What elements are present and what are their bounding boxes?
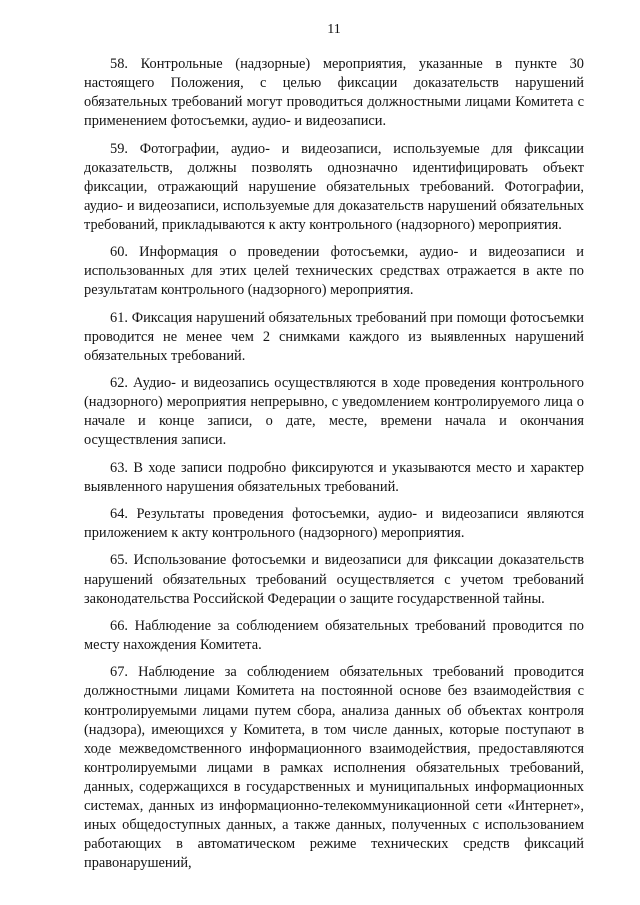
document-page xyxy=(84,0,584,905)
paragraph-63: 63. В ходе записи подробно фиксируются и указываются место и характер выявленного нарушения обязательных требований. xyxy=(84,459,584,495)
paragraph-59: 59. Фотографии, аудио- и видеозаписи, используемые для фиксации доказательств, должны позволять однозначно идентифицировать объект фиксации, отражающий нарушение обязательных требований. Фотографии, аудио- и видеозаписи, используемые для доказательств нарушений обязательных требований, прикладываются к акту контрольного (надзорного) мероприятия. xyxy=(84,140,584,233)
paragraph-58: 58. Контрольные (надзорные) мероприятия, указанные в пункте 30 настоящего Положения, с целью фиксации доказательств нарушений обязательных требований могут проводиться должностными лицами Комитета с применением фотосъемки, аудио- и видеозаписи. xyxy=(84,56,584,130)
paragraph-61: 61. Фиксация нарушений обязательных требований при помощи фотосъемки проводится не менее чем 2 снимками каждого из выявленных нарушений обязательных требований. xyxy=(84,309,584,364)
document-body xyxy=(84,55,584,882)
paragraph-62: 62. Аудио- и видеозапись осуществляются в ходе проведения контрольного (надзорного) мероприятия непрерывно, с уведомлением контролируемого лица о начале и конце записи, о дате, месте, времени начала и окончания осуществления записи. xyxy=(84,375,584,449)
paragraph-66: 66. Наблюдение за соблюдением обязательных требований проводится по месту нахождения Комитета. xyxy=(84,617,584,654)
paragraph-65: 65. Использование фотосъемки и видеозаписи для фиксации доказательств нарушений обязательных требований осуществляется с учетом требований законодательства Российской Федерации о защите государственной тайны. xyxy=(84,552,584,607)
page-number: 11 xyxy=(327,22,341,37)
paragraph-67: 67. Наблюдение за соблюдением обязательных требований проводится должностными лицами Комитета на постоянной основе без взаимодействия с контролируемыми лицами путем сбора, анализа данных об объектах контроля (надзора), имеющихся у Комитета, в том числе данных, которые поступают в ходе межведомственного информационного взаимодействия, предоставляются контролируемыми лицами в рамках исполнения обязательных требований, данных, содержащихся в государственных и муниципальных информационных системах, данных из информационно-телекоммуникационной сети «Интернет», иных общедоступных данных, а также данных, полученных с использованием работающих в автоматическом режиме технических средств фиксаций правонарушений, xyxy=(84,664,584,872)
paragraph-64: 64. Результаты проведения фотосъемки, аудио- и видеозаписи являются приложением к акту контрольного (надзорного) мероприятия. xyxy=(84,506,584,542)
paragraph-60: 60. Информация о проведении фотосъемки, аудио- и видеозаписи и использованных для этих целей технических средствах отражается в акте по результатам контрольного (надзорного) мероприятия. xyxy=(84,244,584,299)
